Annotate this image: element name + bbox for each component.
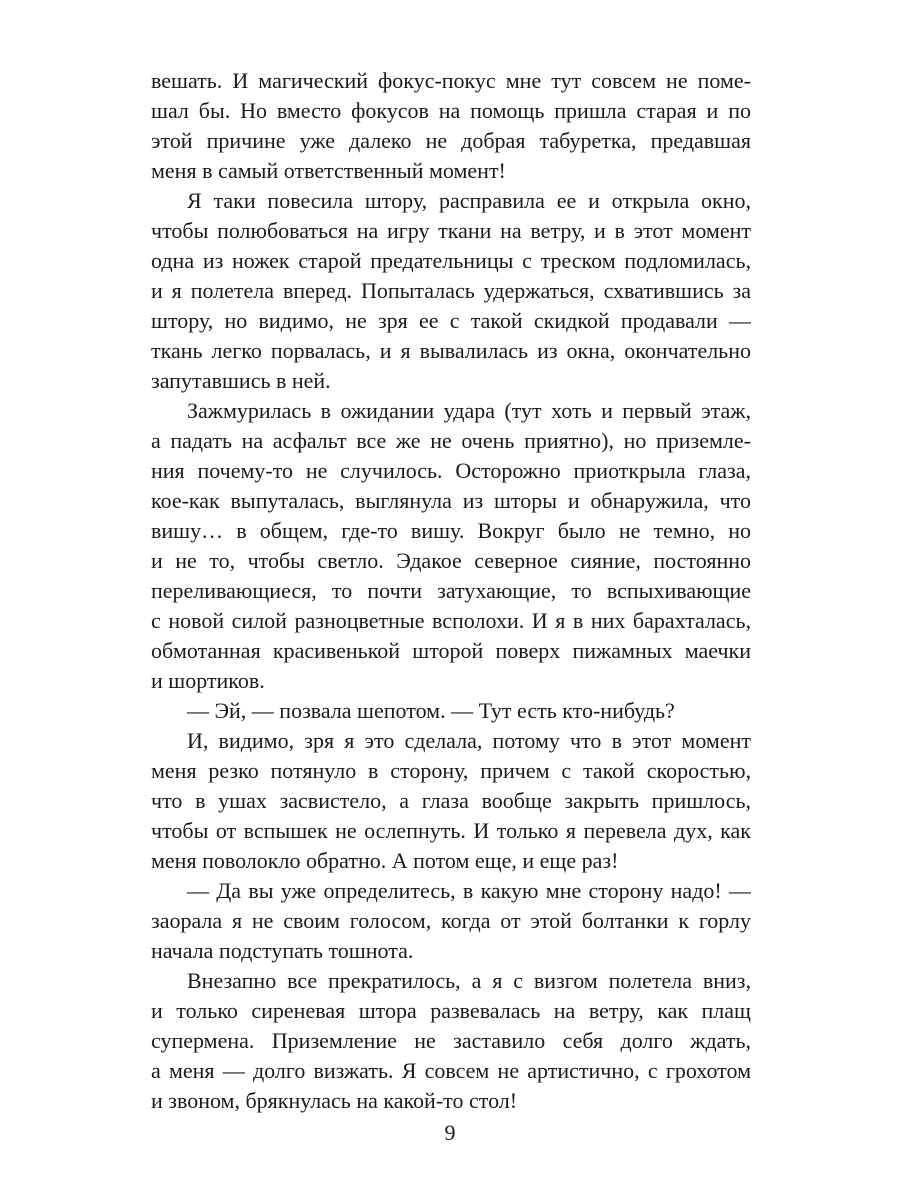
text-line: этой причине уже далеко не добрая табуретка, предавшая: [151, 128, 751, 153]
text-line: меня поволокло обратно. А потом еще, и еще раз!: [151, 848, 619, 873]
text-line: вишу… в общем, где-то вишу. Вокруг было не темно, но: [151, 518, 751, 543]
text-line: кое-как выпуталась, выглянула из шторы и обнаружила, что: [151, 488, 751, 513]
text-line: и я полетела вперед. Попыталась удержаться, схватившись за: [151, 278, 751, 303]
text-line: обмотанная красивенькой шторой поверх пижамных маечки: [151, 638, 751, 663]
text-line: что в ушах засвистело, а глаза вообще закрыть пришлось,: [151, 788, 751, 813]
text-line: меня в самый ответственный момент!: [151, 158, 506, 183]
text-line: и не то, чтобы светло. Эдакое северное сияние, постоянно: [151, 548, 751, 573]
text-line: чтобы полюбоваться на игру ткани на ветру, и в этот момент: [151, 218, 751, 243]
text-line: Внезапно все прекратилось, а я с визгом полетела вниз,: [187, 968, 751, 993]
text-line: — Да вы уже определитесь, в какую мне сторону надо! —: [187, 878, 751, 903]
text-line: меня резко потянуло в сторону, причем с такой скоростью,: [151, 758, 751, 783]
text-line: одна из ножек старой предательницы с треском подломилась,: [151, 248, 751, 273]
text-line: И, видимо, зря я это сделала, потому что в этот момент: [187, 728, 751, 753]
text-line: чтобы от вспышек не ослепнуть. И только я перевела дух, как: [151, 818, 751, 843]
text-line: запутавшись в ней.: [151, 368, 331, 393]
text-line: ния почему-то не случилось. Осторожно приоткрыла глаза,: [151, 458, 751, 483]
text-line: — Эй, — позвала шепотом. — Тут есть кто-нибудь?: [187, 698, 675, 723]
page-number: 9: [444, 1120, 456, 1145]
text-line: Зажмурилась в ожидании удара (тут хоть и первый этаж,: [187, 398, 751, 423]
text-line: и только сиреневая штора развевалась на ветру, как плащ: [151, 998, 751, 1023]
text-line: ткань легко порвалась, и я вывалилась из окна, окончательно: [151, 338, 751, 363]
text-line: и звоном, брякнулась на какой-то стол!: [151, 1088, 518, 1113]
text-line: штору, но видимо, не зря ее с такой скидкой продавали —: [151, 308, 751, 333]
text-line: шал бы. Но вместо фокусов на помощь пришла старая и по: [151, 98, 751, 123]
body-text: [151, 66, 751, 1116]
text-line: Я таки повесила штору, расправила ее и открыла окно,: [187, 188, 751, 213]
text-line: а меня — долго визжать. Я совсем не артистично, с грохотом: [151, 1058, 751, 1083]
text-line: а падать на асфальт все же не очень приятно), но приземле-: [151, 428, 751, 453]
text-line: заорала я не своим голосом, когда от этой болтанки к горлу: [151, 908, 751, 933]
text-line: супермена. Приземление не заставило себя долго ждать,: [151, 1028, 751, 1053]
text-line: и шортиков.: [151, 668, 265, 693]
text-line: с новой силой разноцветные всполохи. И я в них барахталась,: [151, 608, 751, 633]
text-line: переливающиеся, то почти затухающие, то вспыхивающие: [151, 578, 751, 603]
text-line: начала подступать тошнота.: [151, 938, 414, 963]
text-line: вешать. И магический фокус-покус мне тут совсем не поме-: [151, 68, 751, 93]
